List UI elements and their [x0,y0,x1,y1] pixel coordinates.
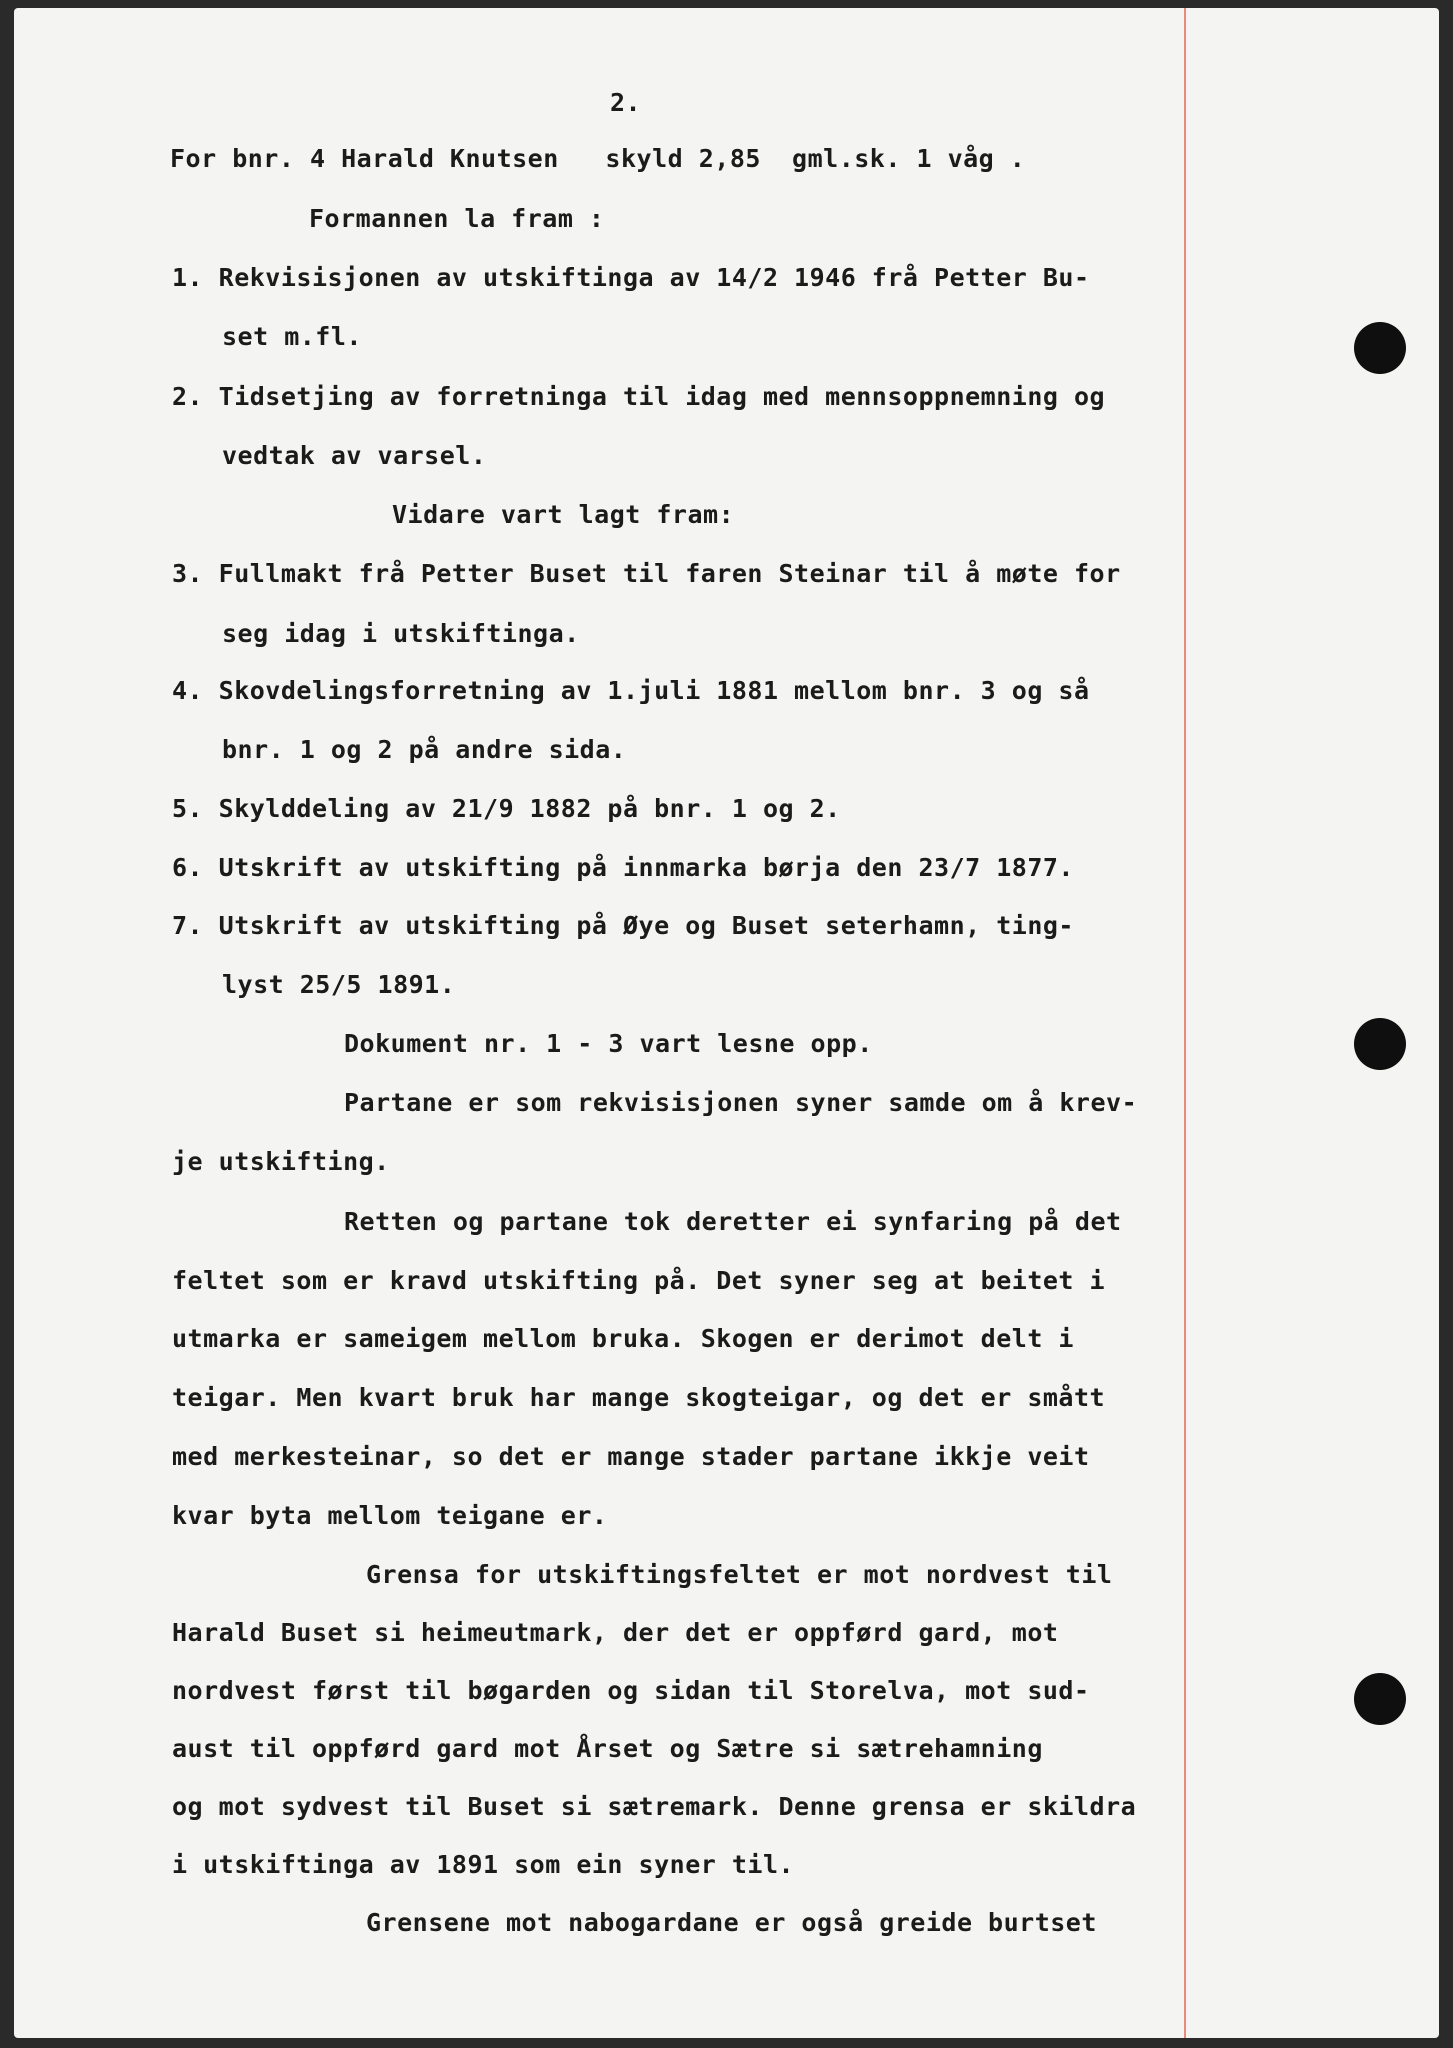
text-line: Dokument nr. 1 - 3 vart lesne opp. [344,1029,873,1058]
text-line: aust til oppførd gard mot Årset og Sætre si sætrehamning [172,1734,1043,1763]
text-line: seg idag i utskiftinga. [222,619,580,648]
text-line: Formannen la fram : [309,204,605,233]
text-line: For bnr. 4 Harald Knutsen skyld 2,85 gml.sk. 1 våg . [170,144,1026,173]
text-line: Vidare vart lagt fram: [392,500,735,529]
text-line: kvar byta mellom teigane er. [172,1501,608,1530]
text-line: 7. Utskrift av utskifting på Øye og Buset seterhamn, ting- [172,911,1074,940]
text-line: nordvest først til bøgarden og sidan til Storelva, mot sud- [172,1676,1090,1705]
text-line: 5. Skylddeling av 21/9 1882 på bnr. 1 og 2. [172,794,841,823]
text-line: set m.fl. [222,322,362,351]
text-line: Harald Buset si heimeutmark, der det er oppførd gard, mot [172,1618,1059,1647]
text-line: bnr. 1 og 2 på andre sida. [222,735,627,764]
margin-line [1184,8,1186,2038]
text-line: og mot sydvest til Buset si sætremark. Denne grensa er skildra [172,1792,1137,1821]
punch-hole [1354,1018,1406,1070]
text-line: feltet som er kravd utskifting på. Det syner seg at beitet i [172,1266,1106,1295]
text-line: med merkesteinar, so det er mange stader partane ikkje veit [172,1442,1090,1471]
text-line: i utskiftinga av 1891 som ein syner til. [172,1850,795,1879]
text-line: 6. Utskrift av utskifting på innmarka børja den 23/7 1877. [172,853,1074,882]
text-line: vedtak av varsel. [222,441,487,470]
punch-hole [1354,1673,1406,1725]
text-line: lyst 25/5 1891. [222,970,456,999]
text-line: 4. Skovdelingsforretning av 1.juli 1881 mellom bnr. 3 og så [172,676,1090,705]
text-line: Partane er som rekvisisjonen syner samde om å krev- [344,1088,1138,1117]
punch-hole [1354,322,1406,374]
text-line: utmarka er sameigem mellom bruka. Skogen er derimot delt i [172,1324,1074,1353]
text-line: Retten og partane tok deretter ei synfaring på det [344,1207,1122,1236]
text-line: teigar. Men kvart bruk har mange skogteigar, og det er smått [172,1383,1106,1412]
document-page [14,8,1439,2038]
text-line: je utskifting. [172,1147,390,1176]
page-number: 2. [610,88,642,117]
text-line: Grensa for utskiftingsfeltet er mot nordvest til [366,1560,1113,1589]
text-line: 3. Fullmakt frå Petter Buset til faren Steinar til å møte for [172,559,1121,588]
text-line: 2. Tidsetjing av forretninga til idag med mennsoppnemning og [172,382,1106,411]
text-line: Grensene mot nabogardane er også greide burtset [366,1908,1097,1937]
text-line: 1. Rekvisisjonen av utskiftinga av 14/2 1946 frå Petter Bu- [172,263,1090,292]
